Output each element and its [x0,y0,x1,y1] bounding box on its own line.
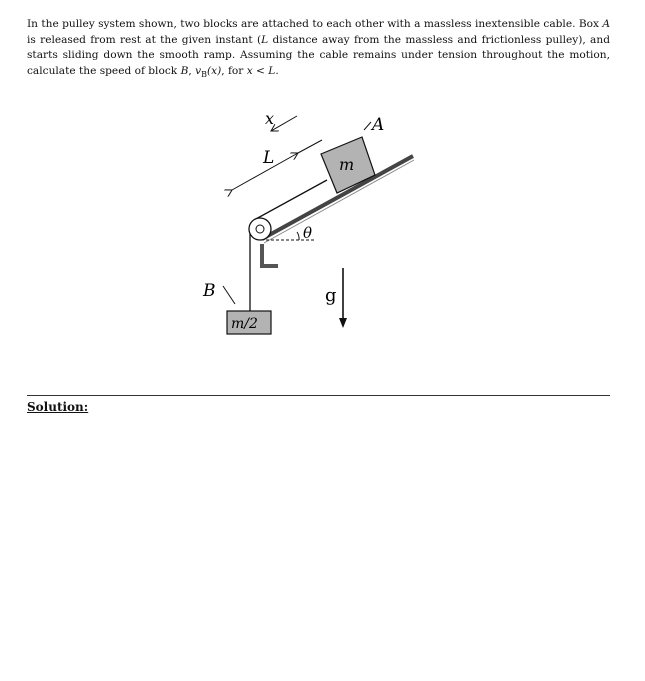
pulley-axle [256,225,264,233]
var-A: A [602,18,610,30]
problem-statement: In the pulley system shown, two blocks are attached to each other with a massless inextensible cable. Box A is released from rest at the given instant (L distance away from the massless and frictionless pulley), and starts sliding down the smooth ramp. Assuming the cable remains under tension throughout the motion, calculate the speed of block B, $v_B(x)$, for x < L. [27,18,610,79]
angle-arc [297,232,299,240]
pulley-bracket [262,244,278,266]
speed-subscript: B [201,69,207,79]
x-arrow [271,116,297,131]
label-B: B [203,281,216,301]
label-B-leader [223,286,235,304]
speed-symbol: v [195,64,202,77]
label-A-leader [364,122,371,130]
block-B-mass-label: m/2 [231,316,258,332]
L-dimension-tail [298,140,322,153]
label-A: A [372,115,385,135]
speed-argument: (x) [207,64,222,77]
solution-divider [27,395,610,396]
label-L: L [263,148,275,168]
var-B: B [180,64,189,77]
label-x: x [265,109,275,128]
label-g: g [325,285,337,306]
theta-label: θ [303,224,313,242]
gravity-arrowhead [339,318,347,328]
condition: x < L [246,64,276,77]
var-L: L [261,33,269,46]
solution-heading: Solution: [27,400,89,414]
block-A-mass-label: m [339,155,355,174]
